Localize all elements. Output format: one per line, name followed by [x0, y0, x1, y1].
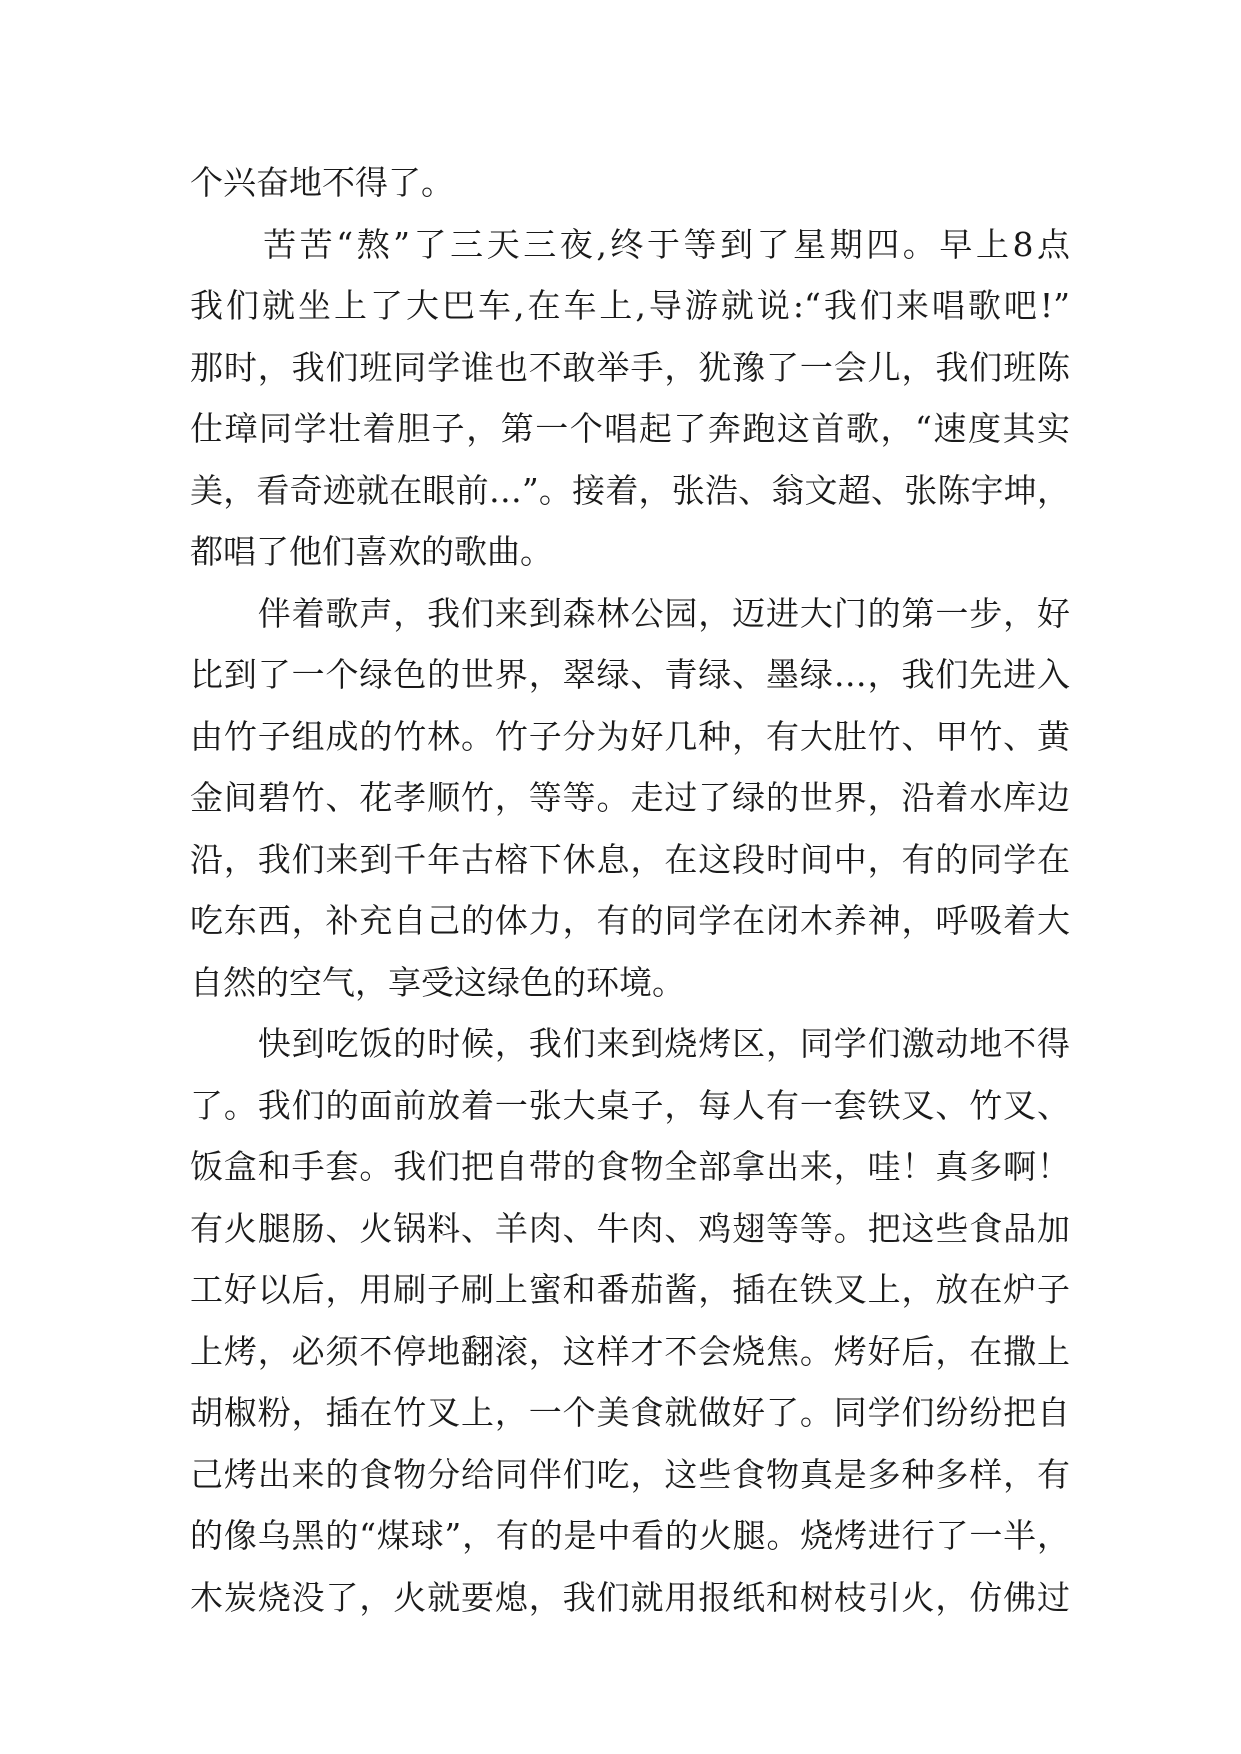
text-line: 比到了一个绿色的世界，翠绿、青绿、墨绿…，我们先进入 [190, 655, 1070, 694]
text-line: 工好以后，用刷子刷上蜜和番茄酱，插在铁叉上，放在炉子 [190, 1270, 1070, 1309]
text-line: 仕璋同学壮着胆子，第一个唱起了奔跑这首歌，“速度其实 [190, 409, 1070, 448]
text-line: 由竹子组成的竹林。竹子分为好几种，有大肚竹、甲竹、黄 [190, 716, 1070, 756]
text-line: 伴着歌声，我们来到森林公园，迈进大门的第一步，好 [190, 593, 1070, 633]
text-line: 都唱了他们喜欢的歌曲。 [190, 532, 553, 571]
text-line: 己烤出来的食物分给同伴们吃，这些食物真是多种多样，有 [190, 1454, 1070, 1494]
text-line: 个兴奋地不得了。 [190, 163, 454, 202]
text-line: 了。我们的面前放着一张大桌子，每人有一套铁叉、竹叉、 [190, 1085, 1070, 1125]
essay-body [190, 152, 1070, 1628]
text-line: 美，看奇迹就在眼前…”。接着，张浩、翁文超、张陈宇坤， [190, 470, 1070, 510]
text-line: 饭盒和手套。我们把自带的食物全部拿出来，哇！真多啊！ [190, 1147, 1070, 1186]
text-line: 上烤，必须不停地翻滚，这样才不会烧焦。烤好后，在撒上 [190, 1331, 1070, 1371]
text-line: 吃东西，补充自己的体力，有的同学在闭木养神，呼吸着大 [190, 901, 1070, 940]
text-line: 自然的空气，享受这绿色的环境。 [190, 962, 685, 1002]
text-line: 快到吃饭的时候，我们来到烧烤区，同学们激动地不得 [190, 1024, 1070, 1063]
text-line: 金间碧竹、花孝顺竹，等等。走过了绿的世界，沿着水库边 [190, 778, 1070, 817]
text-line: 木炭烧没了，火就要熄，我们就用报纸和树枝引火，仿佛过 [190, 1577, 1070, 1617]
text-line: 沿，我们来到千年古榕下休息，在这段时间中，有的同学在 [190, 839, 1070, 879]
text-line: 的像乌黑的“煤球”，有的是中看的火腿。烧烤进行了一半， [190, 1516, 1070, 1555]
text-line: 胡椒粉，插在竹叉上，一个美食就做好了。同学们纷纷把自 [190, 1393, 1070, 1432]
text-line: 我们就坐上了大巴车,在车上,导游就说:“我们来唱歌吧!” [190, 286, 1070, 325]
text-line: 苦苦“熬”了三天三夜,终于等到了星期四。早上8点 [190, 224, 1070, 264]
text-line: 那时，我们班同学谁也不敢举手，犹豫了一会儿，我们班陈 [190, 347, 1070, 387]
text-line: 有火腿肠、火锅料、羊肉、牛肉、鸡翅等等。把这些食品加 [190, 1208, 1070, 1248]
